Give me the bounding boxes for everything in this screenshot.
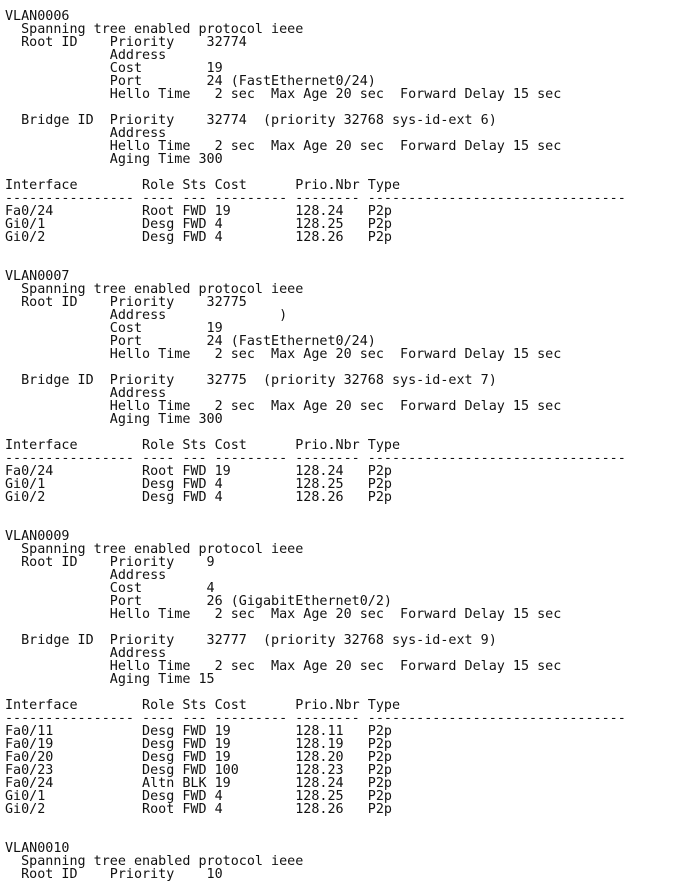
terminal-line: Aging Time 300	[5, 152, 223, 167]
terminal-line: Address	[5, 126, 167, 141]
terminal-line: Address	[5, 48, 167, 63]
terminal-line	[5, 517, 675, 530]
terminal-line: Fa0/24 Root FWD 19 128.24 P2p	[5, 204, 392, 219]
terminal-line: Address	[5, 646, 167, 661]
terminal-line: Gi0/2 Desg FWD 4 128.26 P2p	[5, 230, 392, 245]
terminal-line	[5, 816, 675, 829]
terminal-line: Gi0/2 Desg FWD 4 128.26 P2p	[5, 490, 392, 505]
terminal-output[interactable]	[5, 10, 675, 881]
terminal-line: Bridge ID Priority 32774 (priority 32768 sys-id-ext 6)	[5, 113, 497, 128]
terminal-line: Cost 4	[5, 581, 215, 596]
terminal-line	[5, 244, 675, 257]
terminal-line: Gi0/1 Desg FWD 4 128.25 P2p	[5, 477, 392, 492]
terminal-line: Spanning tree enabled protocol ieee	[5, 854, 304, 869]
terminal-line: Port 26 (GigabitEthernet0/2)	[5, 594, 392, 609]
terminal-line	[5, 257, 675, 270]
terminal-line	[5, 829, 675, 842]
terminal-line: Port 24 (FastEthernet0/24)	[5, 334, 376, 349]
terminal-line: Gi0/1 Desg FWD 4 128.25 P2p	[5, 217, 392, 232]
terminal-line: Address	[5, 386, 167, 401]
terminal-line: Address	[5, 568, 167, 583]
terminal-line: Aging Time 300	[5, 412, 223, 427]
terminal-line: Cost 19	[5, 61, 223, 76]
terminal-line: Bridge ID Priority 32775 (priority 32768 sys-id-ext 7)	[5, 373, 497, 388]
terminal-line: Hello Time 2 sec Max Age 20 sec Forward Delay 15 sec	[5, 607, 562, 622]
terminal-line: Root ID Priority 9	[5, 555, 215, 570]
terminal-line: Fa0/11 Desg FWD 19 128.11 P2p	[5, 724, 392, 739]
terminal-line: Fa0/23 Desg FWD 100 128.23 P2p	[5, 763, 392, 778]
terminal-line: ---------------- ---- --- --------- -------- --------------------------------	[5, 451, 626, 466]
terminal-line: VLAN0007	[5, 269, 70, 284]
terminal-line: Aging Time 15	[5, 672, 215, 687]
terminal-line: Spanning tree enabled protocol ieee	[5, 22, 304, 37]
terminal-line: VLAN0006	[5, 9, 70, 24]
terminal-line: VLAN0009	[5, 529, 70, 544]
terminal-line	[5, 504, 675, 517]
terminal-line: Root ID Priority 10	[5, 867, 223, 882]
terminal-line: Hello Time 2 sec Max Age 20 sec Forward Delay 15 sec	[5, 659, 562, 674]
terminal-line: Gi0/1 Desg FWD 4 128.25 P2p	[5, 789, 392, 804]
terminal-line: Gi0/2 Root FWD 4 128.26 P2p	[5, 802, 392, 817]
terminal-line: Spanning tree enabled protocol ieee	[5, 542, 304, 557]
terminal-line: Hello Time 2 sec Max Age 20 sec Forward Delay 15 sec	[5, 347, 562, 362]
terminal-line: Fa0/24 Altn BLK 19 128.24 P2p	[5, 776, 392, 791]
terminal-line: Bridge ID Priority 32777 (priority 32768 sys-id-ext 9)	[5, 633, 497, 648]
terminal-line: Spanning tree enabled protocol ieee	[5, 282, 304, 297]
terminal-line: Interface Role Sts Cost Prio.Nbr Type	[5, 698, 401, 713]
terminal-line: Hello Time 2 sec Max Age 20 sec Forward Delay 15 sec	[5, 139, 562, 154]
terminal-line: Root ID Priority 32774	[5, 35, 247, 50]
terminal-line: VLAN0010	[5, 841, 70, 856]
terminal-line: ---------------- ---- --- --------- -------- --------------------------------	[5, 191, 626, 206]
terminal-line: Fa0/20 Desg FWD 19 128.20 P2p	[5, 750, 392, 765]
terminal-line: Interface Role Sts Cost Prio.Nbr Type	[5, 438, 401, 453]
terminal-line: Fa0/19 Desg FWD 19 128.19 P2p	[5, 737, 392, 752]
terminal-line: Cost 19	[5, 321, 223, 336]
terminal-line: Address )	[5, 308, 288, 323]
terminal-line: Hello Time 2 sec Max Age 20 sec Forward Delay 15 sec	[5, 399, 562, 414]
terminal-line: Hello Time 2 sec Max Age 20 sec Forward Delay 15 sec	[5, 87, 562, 102]
terminal-line: Root ID Priority 32775	[5, 295, 247, 310]
terminal-line: Port 24 (FastEthernet0/24)	[5, 74, 376, 89]
terminal-line: Fa0/24 Root FWD 19 128.24 P2p	[5, 464, 392, 479]
terminal-line: Interface Role Sts Cost Prio.Nbr Type	[5, 178, 401, 193]
terminal-line: ---------------- ---- --- --------- -------- --------------------------------	[5, 711, 626, 726]
